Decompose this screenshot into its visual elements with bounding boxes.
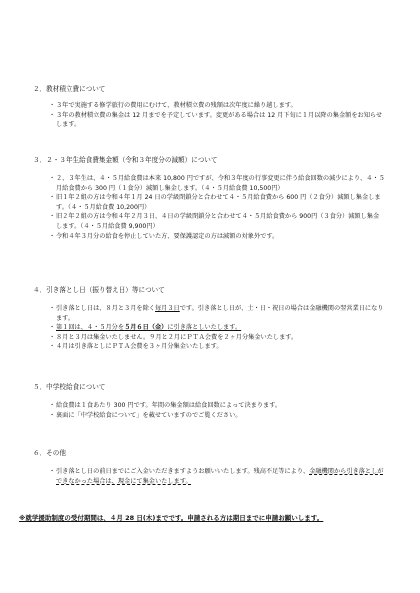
section-4-body — [49, 304, 385, 352]
list-item: ・ 旧１年２組の方は令和４年１月 24 日の学級閉鎖分と合わせて４・５月給食費から 600 円（２食分）減額し集金します。（４・５月給食費 10,200円） — [49, 194, 381, 211]
list-item: ・ 旧２年２組の方は令和４年２月３日、４日の学級閉鎖分と合わせて４・５月給食費から 900円（３食分）減額し集金します。（４・５月給食費 9,900円） — [49, 213, 380, 231]
list-item: ・ 引き落とし日は、８月と３月を除く毎月３日です。引き落とし日が、土・日・祝日の場合は金融機関の翌営業日になります。 — [49, 305, 384, 322]
list-item: ・ 第１回は、４・５月分を５月６日（金）に引き落としいたします。 — [49, 324, 242, 332]
list-item: ・ 令和４年３月分の給食を停止していた方、要保護認定の方は減額の対象外です。 — [49, 232, 279, 240]
section-4-heading: ４．引き落とし日（振り替え日）等について — [33, 286, 165, 294]
section-5-body — [49, 401, 385, 420]
section-6-body — [49, 467, 385, 486]
section-3-body — [49, 174, 385, 241]
list-item: ・ 裏面に「中学校給食について」を載せていますのでご覧ください。 — [49, 411, 242, 419]
application-deadline-notice: ※就学援助制度の受付期間は、４月 28 日(木)までです。申請される方は期日までに申請お願いします。 — [19, 514, 324, 522]
list-item: ・ ８月と３月は集金いたしません。９月と２月にＰＴＡ会費を２ヶ月分集金いたします。 — [49, 333, 298, 341]
list-item: ・ 給食費は１食あたり 300 円です。年間の集金額は給食回数によって決まります。 — [49, 402, 282, 409]
list-item: ・ ４月は引き落としにＰＴＡ会費を３ヶ月分集金いたします。 — [49, 343, 223, 351]
section-5-heading: ５．中学校給食について — [33, 383, 106, 391]
list-item: ・ ２、３年生は、４・５月給食費は本来 10,800 円ですが、令和３年度の行事変更に伴う給食回数の減少により、４・５月給食費から 300 円（１食分）減額し集金します。（４・５月給食費 10,500円） — [49, 175, 385, 192]
section-3-heading: ３．２・３年生給食費集金額（令和３年度分の減額）について — [33, 156, 218, 164]
section-2-body — [49, 101, 385, 130]
list-item: ・ ３年で実施する修学旅行の費用にむけて、教材積立費の残額は次年度に繰り越します。 — [49, 102, 297, 109]
section-6-heading: ６．その他 — [33, 449, 66, 457]
section-2-heading: ２．教材積立費について — [33, 85, 106, 93]
list-item: ・ ３年の教材積立費の集金は 12 月までを予定しています。変更がある場合は 12 月下旬に１月以降の集金額をお知らせします。 — [49, 111, 383, 129]
list-item: ・ 引き落とし日の前日までにご入金いただきますようお願いいたします。残高不足等により、金融機関から引き落としができなかった場合は、現金にて集金いたします。 — [49, 468, 384, 485]
